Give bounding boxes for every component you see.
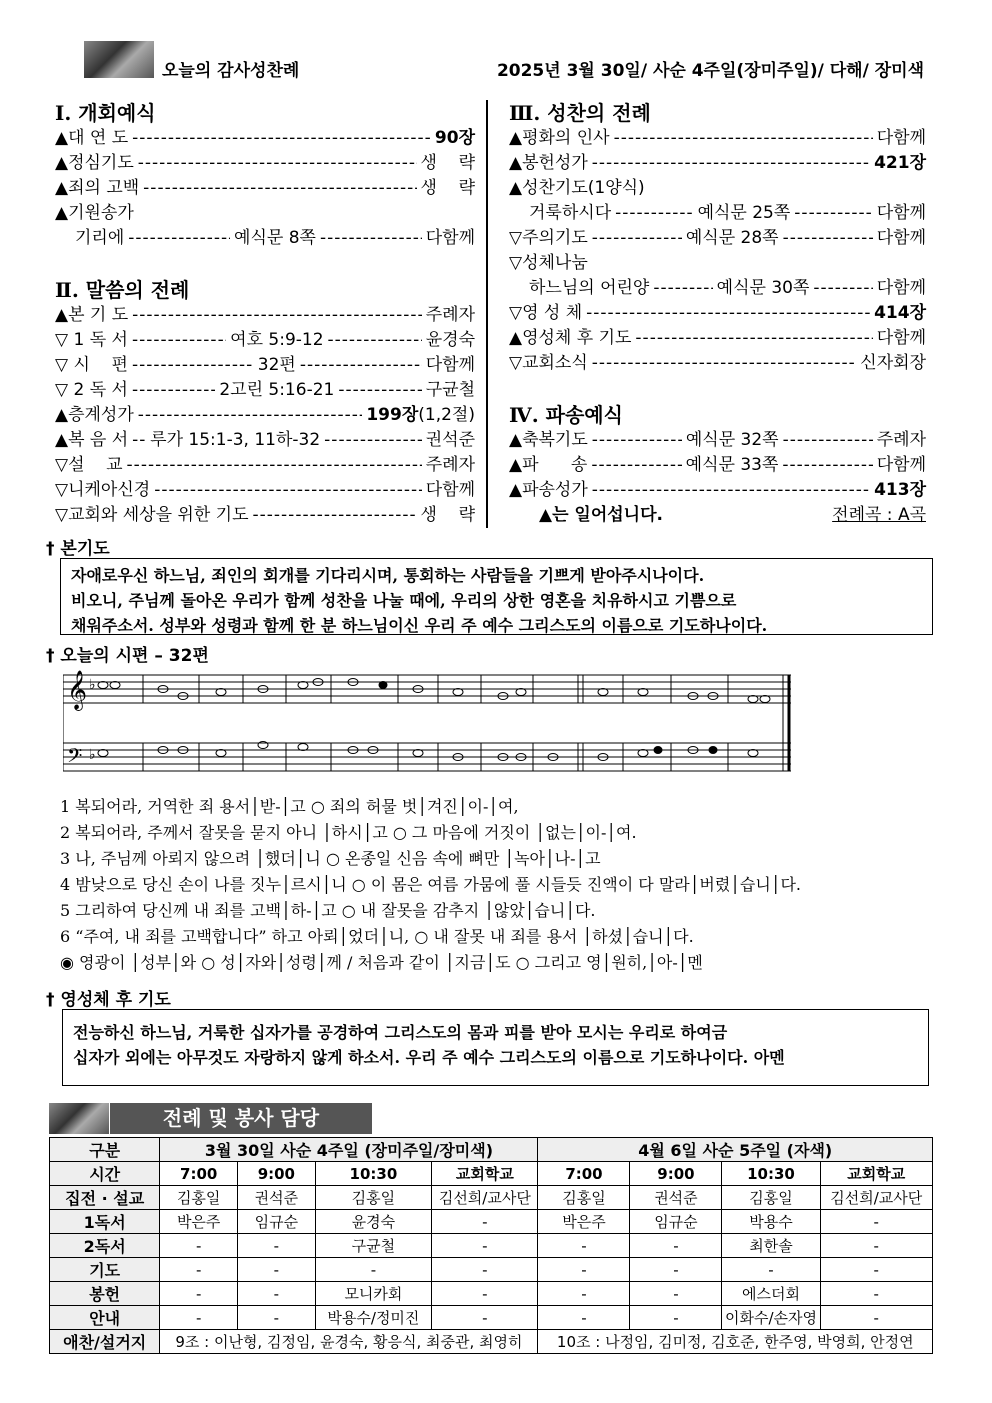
psalm-verse: 4 밤낮으로 당신 손이 나를 짓누│르시│니 ○ 이 몸은 여름 가뭄에 풀 시들듯 진액이 다 말라│버렸│습니│다.	[60, 875, 802, 894]
order-item: 거룩하시다 ----- 예식문 25쪽 ----- 다함께	[509, 201, 926, 226]
table-cell: -	[315, 1258, 432, 1282]
order-item: ▽ 시 편 ----- 32편 ----- 다함께	[55, 353, 475, 378]
svg-text:♭: ♭	[89, 677, 96, 693]
row-label: 집전 · 설교	[50, 1186, 160, 1210]
table-cell: 모니카회	[315, 1282, 432, 1306]
table-cell: -	[160, 1234, 238, 1258]
post-communion-line: 전능하신 하느님, 거룩한 십자가를 공경하여 그리스도의 몸과 피를 받아 모시는 우리로 하여금	[73, 1023, 728, 1042]
collect-heading: † 본기도	[46, 539, 110, 559]
psalm-verse: 2 복되어라, 주께서 잘못을 묻지 아니 │하시│고 ○ 그 마음에 거짓이 │없는│이-│여.	[60, 823, 637, 842]
service-date: 2025년 3월 30일/ 사순 4주일(장미주일)/ 다해/ 장미색	[496, 61, 924, 81]
order-item: ▲본 기 도 ----- 주례자	[55, 303, 475, 328]
table-cell: -	[432, 1282, 538, 1306]
time-cell: 10:30	[722, 1162, 820, 1186]
psalm-verse: 3 나, 주님께 아뢰지 않으려 │했더│니 ○ 온종일 신음 속에 뼈만 │녹아│나-│고	[60, 849, 601, 868]
psalm-verse: 5 그리하여 당신께 내 죄를 고백│하-│고 ○ 내 잘못을 감추지 │않았│습니│다.	[60, 901, 596, 920]
order-item: 하느님의 어린양 ----- 예식문 30쪽 ----- 다함께	[509, 276, 926, 301]
table-cell: -	[432, 1258, 538, 1282]
time-label: 시간	[50, 1162, 160, 1186]
order-item: ▽교회소식 ----- 신자회장	[509, 351, 926, 376]
table-cell: 김선희/교사단	[820, 1186, 932, 1210]
table-cell: 임규순	[238, 1210, 316, 1234]
table-cell: 박용수/정미진	[315, 1306, 432, 1330]
table-cell: -	[538, 1306, 630, 1330]
collect-line: 채워주소서. 성부와 성령과 함께 한 분 하느님이신 우리 주 예수 그리스도의 이름으로 기도하나이다.	[71, 616, 768, 635]
time-cell: 교회학교	[432, 1162, 538, 1186]
row-label: 봉헌	[50, 1282, 160, 1306]
order-right-column	[509, 98, 926, 528]
svg-text:♭: ♭	[89, 747, 96, 763]
table-cell: 이화수/손자영	[722, 1306, 820, 1330]
table-cell: -	[238, 1282, 316, 1306]
table-row	[50, 1234, 933, 1258]
table-cell: -	[238, 1306, 316, 1330]
liturgy-song: 전례곡 : A곡	[832, 505, 926, 525]
table-cell: 박용수	[722, 1210, 820, 1234]
table-cell: 최한솔	[722, 1234, 820, 1258]
table-cell: -	[432, 1234, 538, 1258]
table-cell: -	[238, 1234, 316, 1258]
post-communion-line: 십자가 외에는 아무것도 자랑하지 않게 하소서. 우리 주 예수 그리스도의 이름으로 기도하나이다. 아멘	[73, 1048, 785, 1067]
table-cell: -	[432, 1306, 538, 1330]
order-item: 기리에 ----- 예식문 8쪽 ----- 다함께	[55, 226, 475, 251]
section-opening: Ⅰ. 개회예식	[55, 101, 156, 125]
table-cell: -	[160, 1306, 238, 1330]
order-item: ▽니케아신경 ----- 다함께	[55, 478, 475, 503]
collect-line: 자애로우신 하느님, 죄인의 회개를 기다리시며, 통회하는 사람들을 기쁘게 받아주시나이다.	[71, 566, 705, 585]
table-cell: 박은주	[538, 1210, 630, 1234]
time-cell: 7:00	[538, 1162, 630, 1186]
table-cell: -	[820, 1210, 932, 1234]
psalm-verse: ◉ 영광이 │성부│와 ○ 성│자와│성령│께 / 처음과 같이 │지금│도 ○ 그리고 영│원히,│아-│멘	[60, 953, 703, 972]
row-label: 2독서	[50, 1234, 160, 1258]
psalm-heading: † 오늘의 시편 – 32편	[46, 646, 209, 666]
svg-text:𝄞: 𝄞	[67, 670, 88, 710]
table-cell: -	[630, 1282, 722, 1306]
order-item: ▽주의기도 ----- 예식문 28쪽 ----- 다함께	[509, 226, 926, 251]
table-row	[50, 1162, 933, 1186]
table-cell: 김홍일	[160, 1186, 238, 1210]
table-cell: -	[820, 1306, 932, 1330]
table-cell: 권석준	[238, 1186, 316, 1210]
order-item: ▲평화의 인사 ----- 다함께	[509, 126, 926, 151]
row-label: 1독서	[50, 1210, 160, 1234]
clean-group-week2: 10조 : 나정임, 김미정, 김호준, 한주영, 박영희, 안정연	[538, 1330, 933, 1354]
table-row	[50, 1210, 933, 1234]
psalm-verses	[60, 794, 801, 976]
table-cell: -	[630, 1234, 722, 1258]
order-item: ▲정심기도 ----- 생 략	[55, 151, 475, 176]
col-label: 구분	[50, 1138, 160, 1162]
table-cell: -	[160, 1258, 238, 1282]
stand-note-row	[509, 503, 926, 528]
order-item: ▲영성체 후 기도 ----- 다함께	[509, 326, 926, 351]
table-cell: -	[160, 1282, 238, 1306]
table-cell: 임규순	[630, 1210, 722, 1234]
table-cell: 김선희/교사단	[432, 1186, 538, 1210]
order-item: ▽교회와 세상을 위한 기도 ----- 생 략	[55, 503, 475, 528]
header-photo	[84, 41, 154, 78]
order-item: ▲파송성가 ----- 413장	[509, 478, 926, 503]
order-item: ▲죄의 고백 ----- 생 략	[55, 176, 475, 201]
table-row	[50, 1258, 933, 1282]
table-cell: -	[630, 1306, 722, 1330]
order-item: ▲층계성가 ----- 199장(1,2절)	[55, 403, 475, 428]
row-label: 기도	[50, 1258, 160, 1282]
order-item: ▲축복기도 ----- 예식문 32쪽 ----- 주례자	[509, 428, 926, 453]
section-dismissal: Ⅳ. 파송예식	[509, 403, 623, 427]
order-left-column	[55, 98, 475, 528]
collect-line: 비오니, 주님께 돌아온 우리가 함께 성찬을 나눌 때에, 우리의 상한 영혼을 치유하시고 기쁨으로	[71, 591, 737, 610]
time-cell: 9:00	[630, 1162, 722, 1186]
stand-note: ▲는 일어섭니다.	[539, 505, 663, 525]
order-item: ▲파 송 ----- 예식문 33쪽 ----- 다함께	[509, 453, 926, 478]
order-item: ▽ 1 독 서 ----- 여호 5:9-12 ----- 윤경숙	[55, 328, 475, 353]
table-row	[50, 1138, 933, 1162]
table-cell: -	[722, 1258, 820, 1282]
section-word: Ⅱ. 말씀의 전례	[55, 278, 190, 302]
time-cell: 교회학교	[820, 1162, 932, 1186]
table-cell: 김홍일	[722, 1186, 820, 1210]
page-title: 오늘의 감사성찬례	[162, 61, 300, 81]
time-cell: 10:30	[315, 1162, 432, 1186]
week1-header: 3월 30일 사순 4주일 (장미주일/장미색)	[160, 1138, 538, 1162]
table-cell: -	[538, 1258, 630, 1282]
table-cell: 권석준	[630, 1186, 722, 1210]
table-cell: -	[538, 1234, 630, 1258]
duty-table	[49, 1137, 933, 1354]
order-item: ▲복 음 서 ----- 루가 15:1-3, 11하-32 ----- 권석준	[55, 428, 475, 453]
table-cell: 구균철	[315, 1234, 432, 1258]
order-item: ▽설 교 ----- 주례자	[55, 453, 475, 478]
svg-text:𝄢: 𝄢	[67, 744, 83, 772]
psalm-chant-score	[63, 665, 793, 785]
table-cell: -	[820, 1234, 932, 1258]
table-cell: 김홍일	[538, 1186, 630, 1210]
table-cell: -	[820, 1282, 932, 1306]
section-eucharist: Ⅲ. 성찬의 전례	[509, 101, 651, 125]
clean-group-week1: 9조 : 이난형, 김정임, 윤경숙, 황응식, 최중관, 최영히	[160, 1330, 538, 1354]
duty-banner: 전례 및 봉사 담당	[110, 1103, 372, 1134]
table-cell: -	[238, 1258, 316, 1282]
order-item: ▲기원송가	[55, 203, 134, 223]
table-row	[50, 1282, 933, 1306]
order-item: ▲봉헌성가 ----- 421장	[509, 151, 926, 176]
table-cell: 김홍일	[315, 1186, 432, 1210]
table-cell: -	[820, 1258, 932, 1282]
table-cell: -	[630, 1258, 722, 1282]
table-cell: -	[538, 1282, 630, 1306]
order-item: ▽성체나눔	[509, 253, 588, 273]
psalm-verse: 6 “주여, 내 죄를 고백합니다” 하고 아뢰│었더│니, ○ 내 잘못 내 죄를 용서 │하셨│습니│다.	[60, 927, 694, 946]
table-row	[50, 1306, 933, 1330]
table-row	[50, 1186, 933, 1210]
column-divider	[486, 100, 488, 528]
table-cell: 에스더회	[722, 1282, 820, 1306]
psalm-verse: 1 복되어라, 거역한 죄 용서│받-│고 ○ 죄의 허물 벗│겨진│이-│여,	[60, 797, 519, 816]
collect-box	[60, 558, 933, 635]
order-item: ▽영 성 체 ----- 414장	[509, 301, 926, 326]
table-cell: 윤경숙	[315, 1210, 432, 1234]
table-cell: 박은주	[160, 1210, 238, 1234]
order-item: ▲대 연 도 ----- 90장	[55, 126, 475, 151]
order-item: ▽ 2 독 서 ----- 2고린 5:16-21 ----- 구균철	[55, 378, 475, 403]
post-communion-box	[62, 1009, 929, 1086]
banner-photo	[49, 1103, 109, 1134]
post-communion-heading: † 영성체 후 기도	[46, 990, 171, 1010]
week2-header: 4월 6일 사순 5주일 (자색)	[538, 1138, 933, 1162]
order-item: ▲성찬기도(1양식)	[509, 178, 645, 198]
row-label: 안내	[50, 1306, 160, 1330]
clean-label: 애찬/설거지	[50, 1330, 160, 1354]
table-row	[50, 1330, 933, 1354]
time-cell: 7:00	[160, 1162, 238, 1186]
table-cell: -	[432, 1210, 538, 1234]
time-cell: 9:00	[238, 1162, 316, 1186]
